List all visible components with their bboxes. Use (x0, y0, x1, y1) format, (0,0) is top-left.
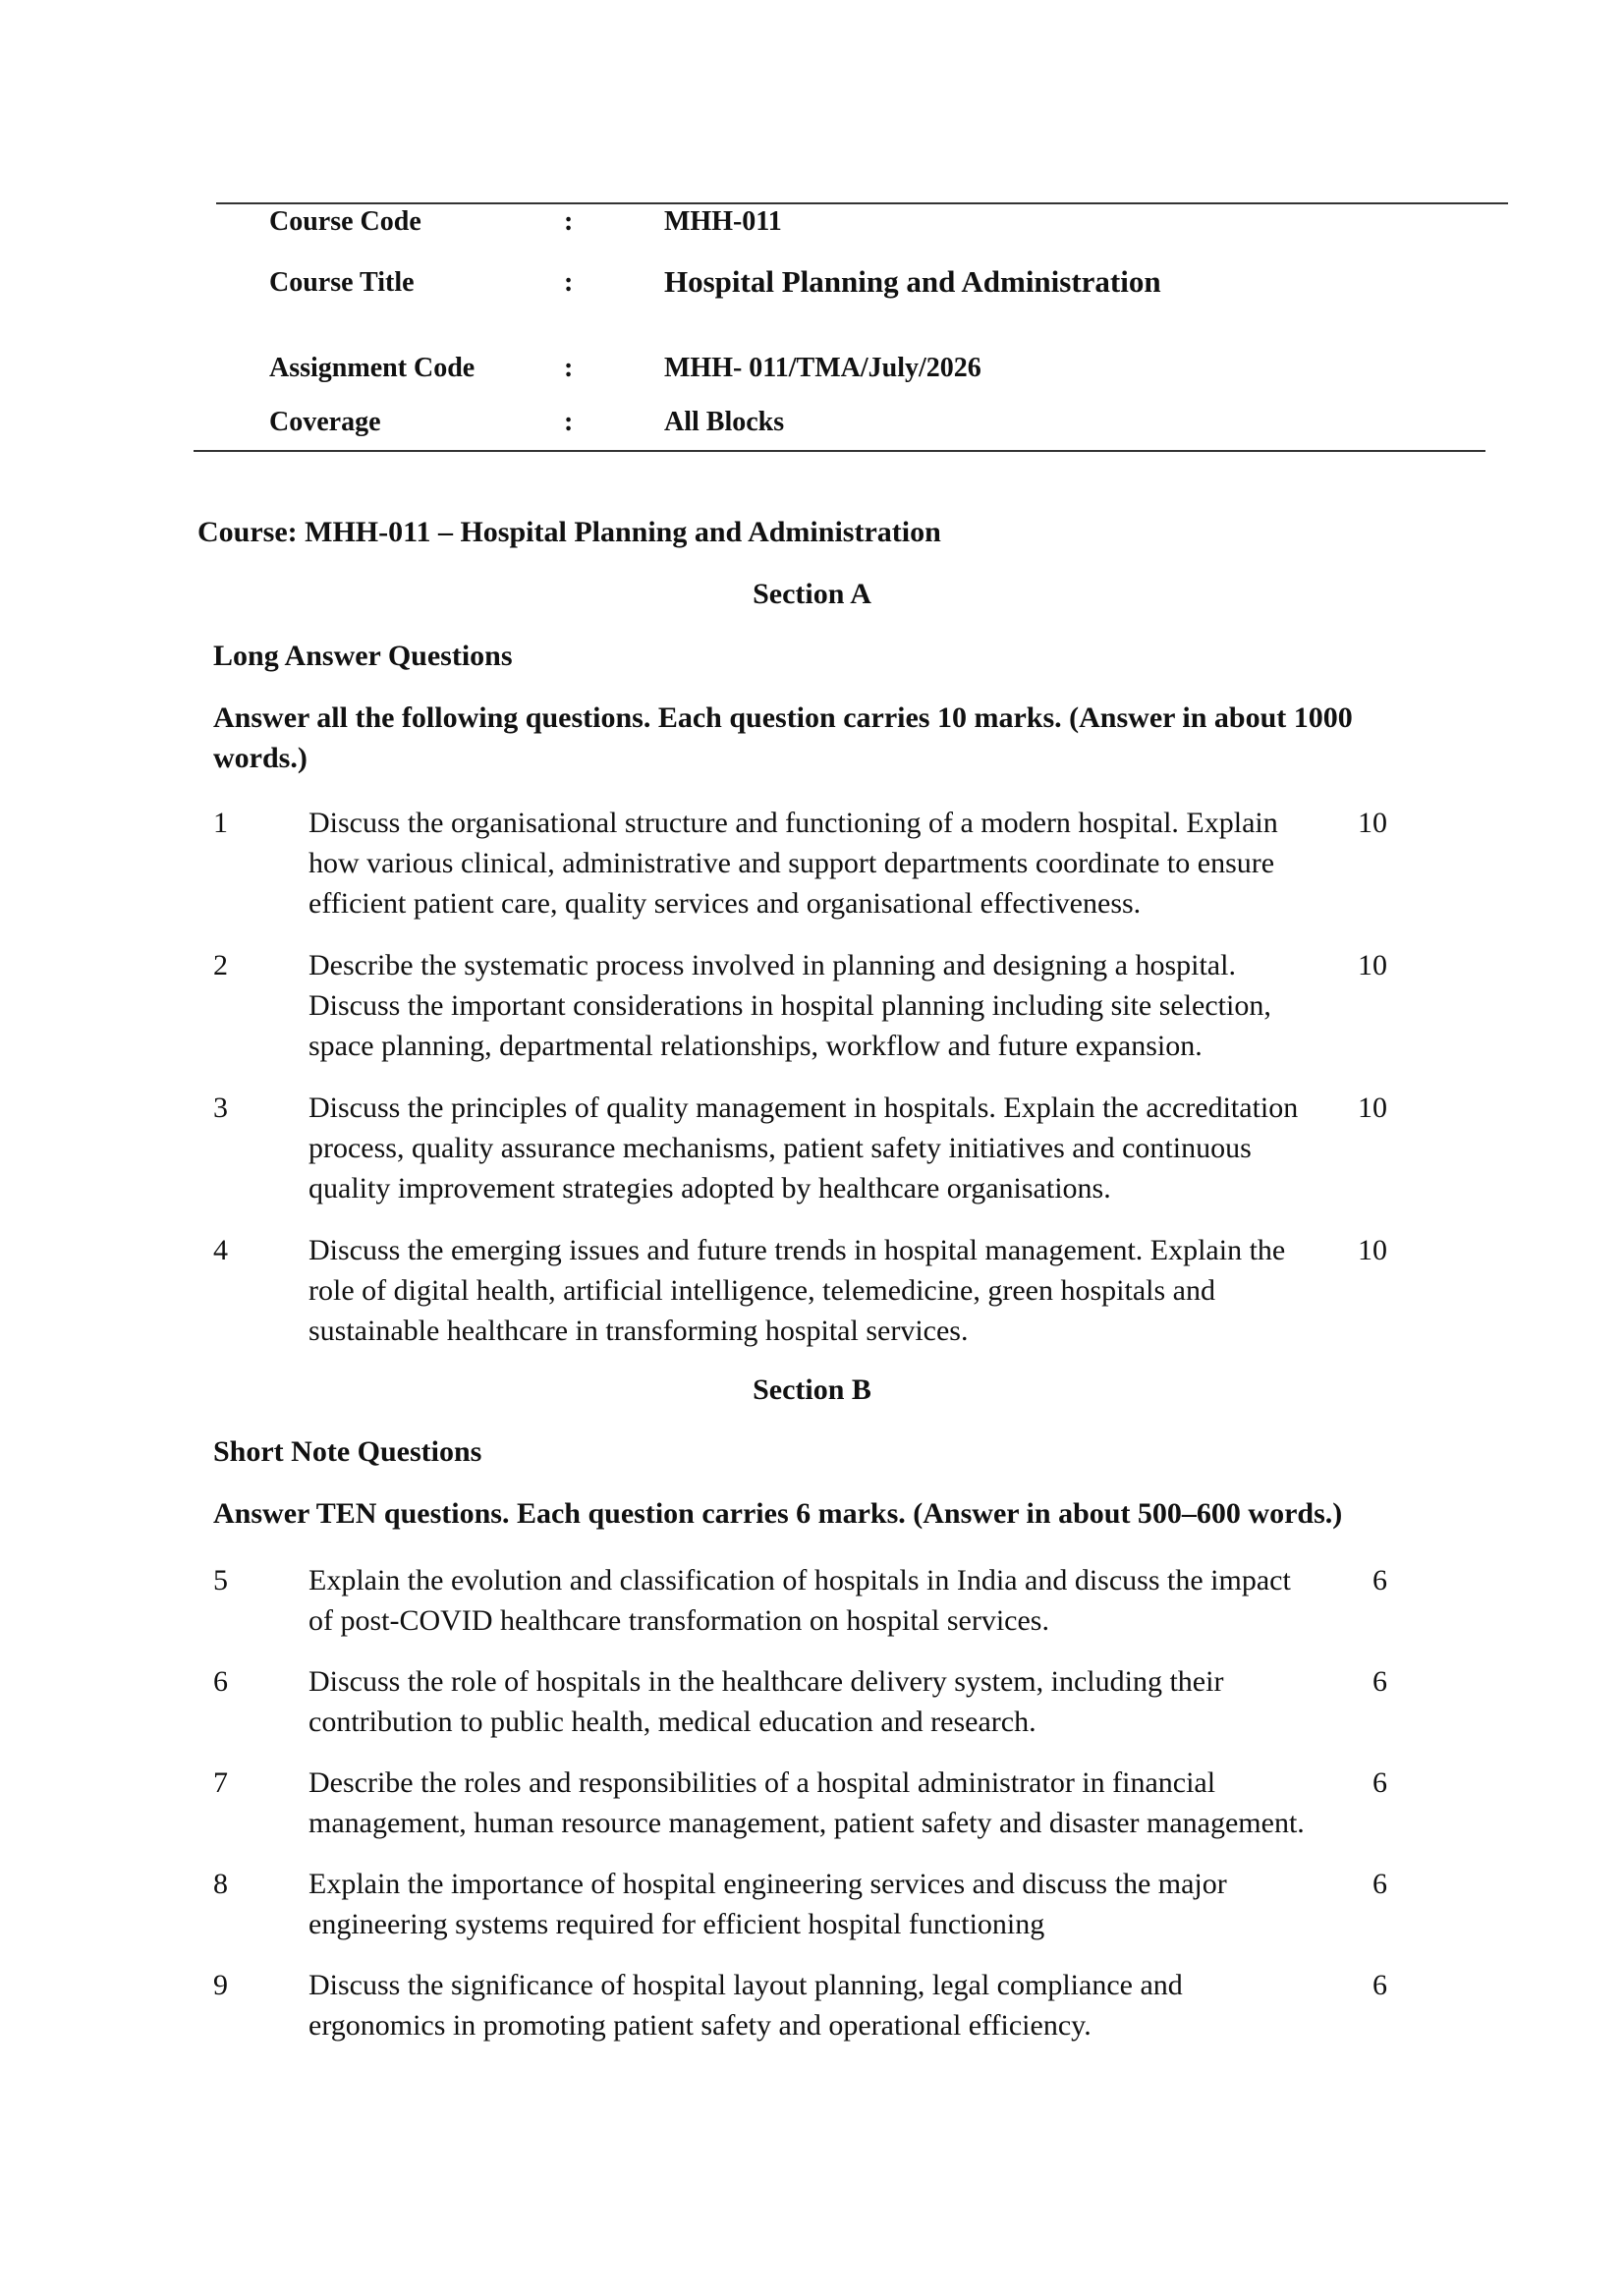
question-text-line: Describe the roles and responsibilities of a hospital administrator in financial (308, 1766, 1216, 1799)
question-marks: 10 (1358, 949, 1387, 981)
question-text-line: engineering systems required for efficient hospital functioning (308, 1908, 1045, 1940)
field-separator: : (564, 267, 574, 298)
question-number: 1 (213, 807, 228, 839)
question-text-line: space planning, departmental relationships, workflow and future expansion. (308, 1030, 1203, 1062)
field-label: Course Title (269, 267, 415, 298)
course-line: Course: MHH-011 – Hospital Planning and Administration (197, 516, 941, 548)
question-marks: 6 (1372, 1969, 1387, 2001)
question-text-line: of post-COVID healthcare transformation on hospital services. (308, 1604, 1049, 1637)
field-separator: : (564, 353, 574, 383)
field-separator: : (564, 407, 574, 437)
question-text-line: efficient patient care, quality services and organisational effectiveness. (308, 887, 1142, 920)
question-text-line: Discuss the important considerations in hospital planning including site selection, (308, 989, 1271, 1022)
question-text-line: contribution to public health, medical education and research. (308, 1706, 1036, 1738)
question-marks: 6 (1372, 1868, 1387, 1900)
field-separator: : (564, 206, 574, 237)
question-text-line: role of digital health, artificial intelligence, telemedicine, green hospitals and (308, 1274, 1215, 1307)
question-marks: 10 (1358, 1234, 1387, 1266)
question-number: 3 (213, 1092, 228, 1124)
field-label: Assignment Code (269, 353, 476, 383)
assignment-code-value: MHH- 011/TMA/July/2026 (664, 353, 981, 383)
section-b-instruction: Answer TEN questions. Each question carries 6 marks. (Answer in about 500–600 words.) (213, 1497, 1343, 1530)
course-title-value: Hospital Planning and Administration (664, 264, 1161, 299)
question-text-line: Explain the importance of hospital engineering services and discuss the major (308, 1868, 1227, 1900)
question-text-line: Describe the systematic process involved in planning and designing a hospital. (308, 949, 1236, 981)
question-number: 2 (213, 949, 228, 981)
header-bottom-rule (194, 450, 1485, 452)
question-number: 6 (213, 1665, 228, 1698)
question-text (308, 1965, 1350, 2045)
question-text-line: Discuss the organisational structure and functioning of a modern hospital. Explain (308, 807, 1278, 839)
question-text-line: Discuss the emerging issues and future trends in hospital management. Explain the (308, 1234, 1286, 1266)
question-text-line: ergonomics in promoting patient safety and operational efficiency. (308, 2009, 1092, 2042)
question-text-line: process, quality assurance mechanisms, patient safety initiatives and continuous (308, 1132, 1252, 1164)
question-text (308, 1560, 1350, 1641)
coverage-value: All Blocks (664, 407, 785, 437)
course-code-value: MHH-011 (664, 206, 782, 237)
question-text (308, 1230, 1350, 1351)
question-text-line: Discuss the principles of quality management in hospitals. Explain the accreditation (308, 1092, 1299, 1124)
field-label: Course Code (269, 206, 421, 237)
section-a-title: Section A (753, 578, 871, 610)
question-number: 7 (213, 1766, 228, 1799)
question-text-line: quality improvement strategies adopted by healthcare organisations. (308, 1172, 1111, 1204)
question-text (308, 945, 1350, 1066)
question-text-line: Discuss the role of hospitals in the healthcare delivery system, including their (308, 1665, 1224, 1698)
question-number: 4 (213, 1234, 228, 1266)
section-a-instruction-line2: words.) (213, 742, 308, 774)
question-text (308, 803, 1350, 924)
question-number: 8 (213, 1868, 228, 1900)
section-a-instruction-line1: Answer all the following questions. Each question carries 10 marks. (Answer in about 1000 (213, 701, 1353, 734)
question-marks: 6 (1372, 1766, 1387, 1799)
question-marks: 6 (1372, 1564, 1387, 1596)
question-number: 5 (213, 1564, 228, 1596)
question-text (308, 1763, 1350, 1843)
question-text-line: sustainable healthcare in transforming hospital services. (308, 1315, 969, 1347)
field-label: Coverage (269, 407, 381, 437)
section-a-subtitle: Long Answer Questions (213, 640, 513, 672)
question-text (308, 1661, 1350, 1742)
question-text-line: Explain the evolution and classification of hospitals in India and discuss the impact (308, 1564, 1291, 1596)
question-marks: 10 (1358, 807, 1387, 839)
question-text (308, 1088, 1350, 1208)
question-text-line: management, human resource management, patient safety and disaster management. (308, 1807, 1305, 1839)
question-marks: 10 (1358, 1092, 1387, 1124)
question-number: 9 (213, 1969, 228, 2001)
section-b-subtitle: Short Note Questions (213, 1435, 482, 1468)
question-text-line: how various clinical, administrative and support departments coordinate to ensure (308, 847, 1275, 879)
section-b-title: Section B (753, 1373, 871, 1406)
question-marks: 6 (1372, 1665, 1387, 1698)
header-top-rule (216, 202, 1508, 204)
question-text (308, 1864, 1350, 1944)
question-text-line: Discuss the significance of hospital layout planning, legal compliance and (308, 1969, 1183, 2001)
